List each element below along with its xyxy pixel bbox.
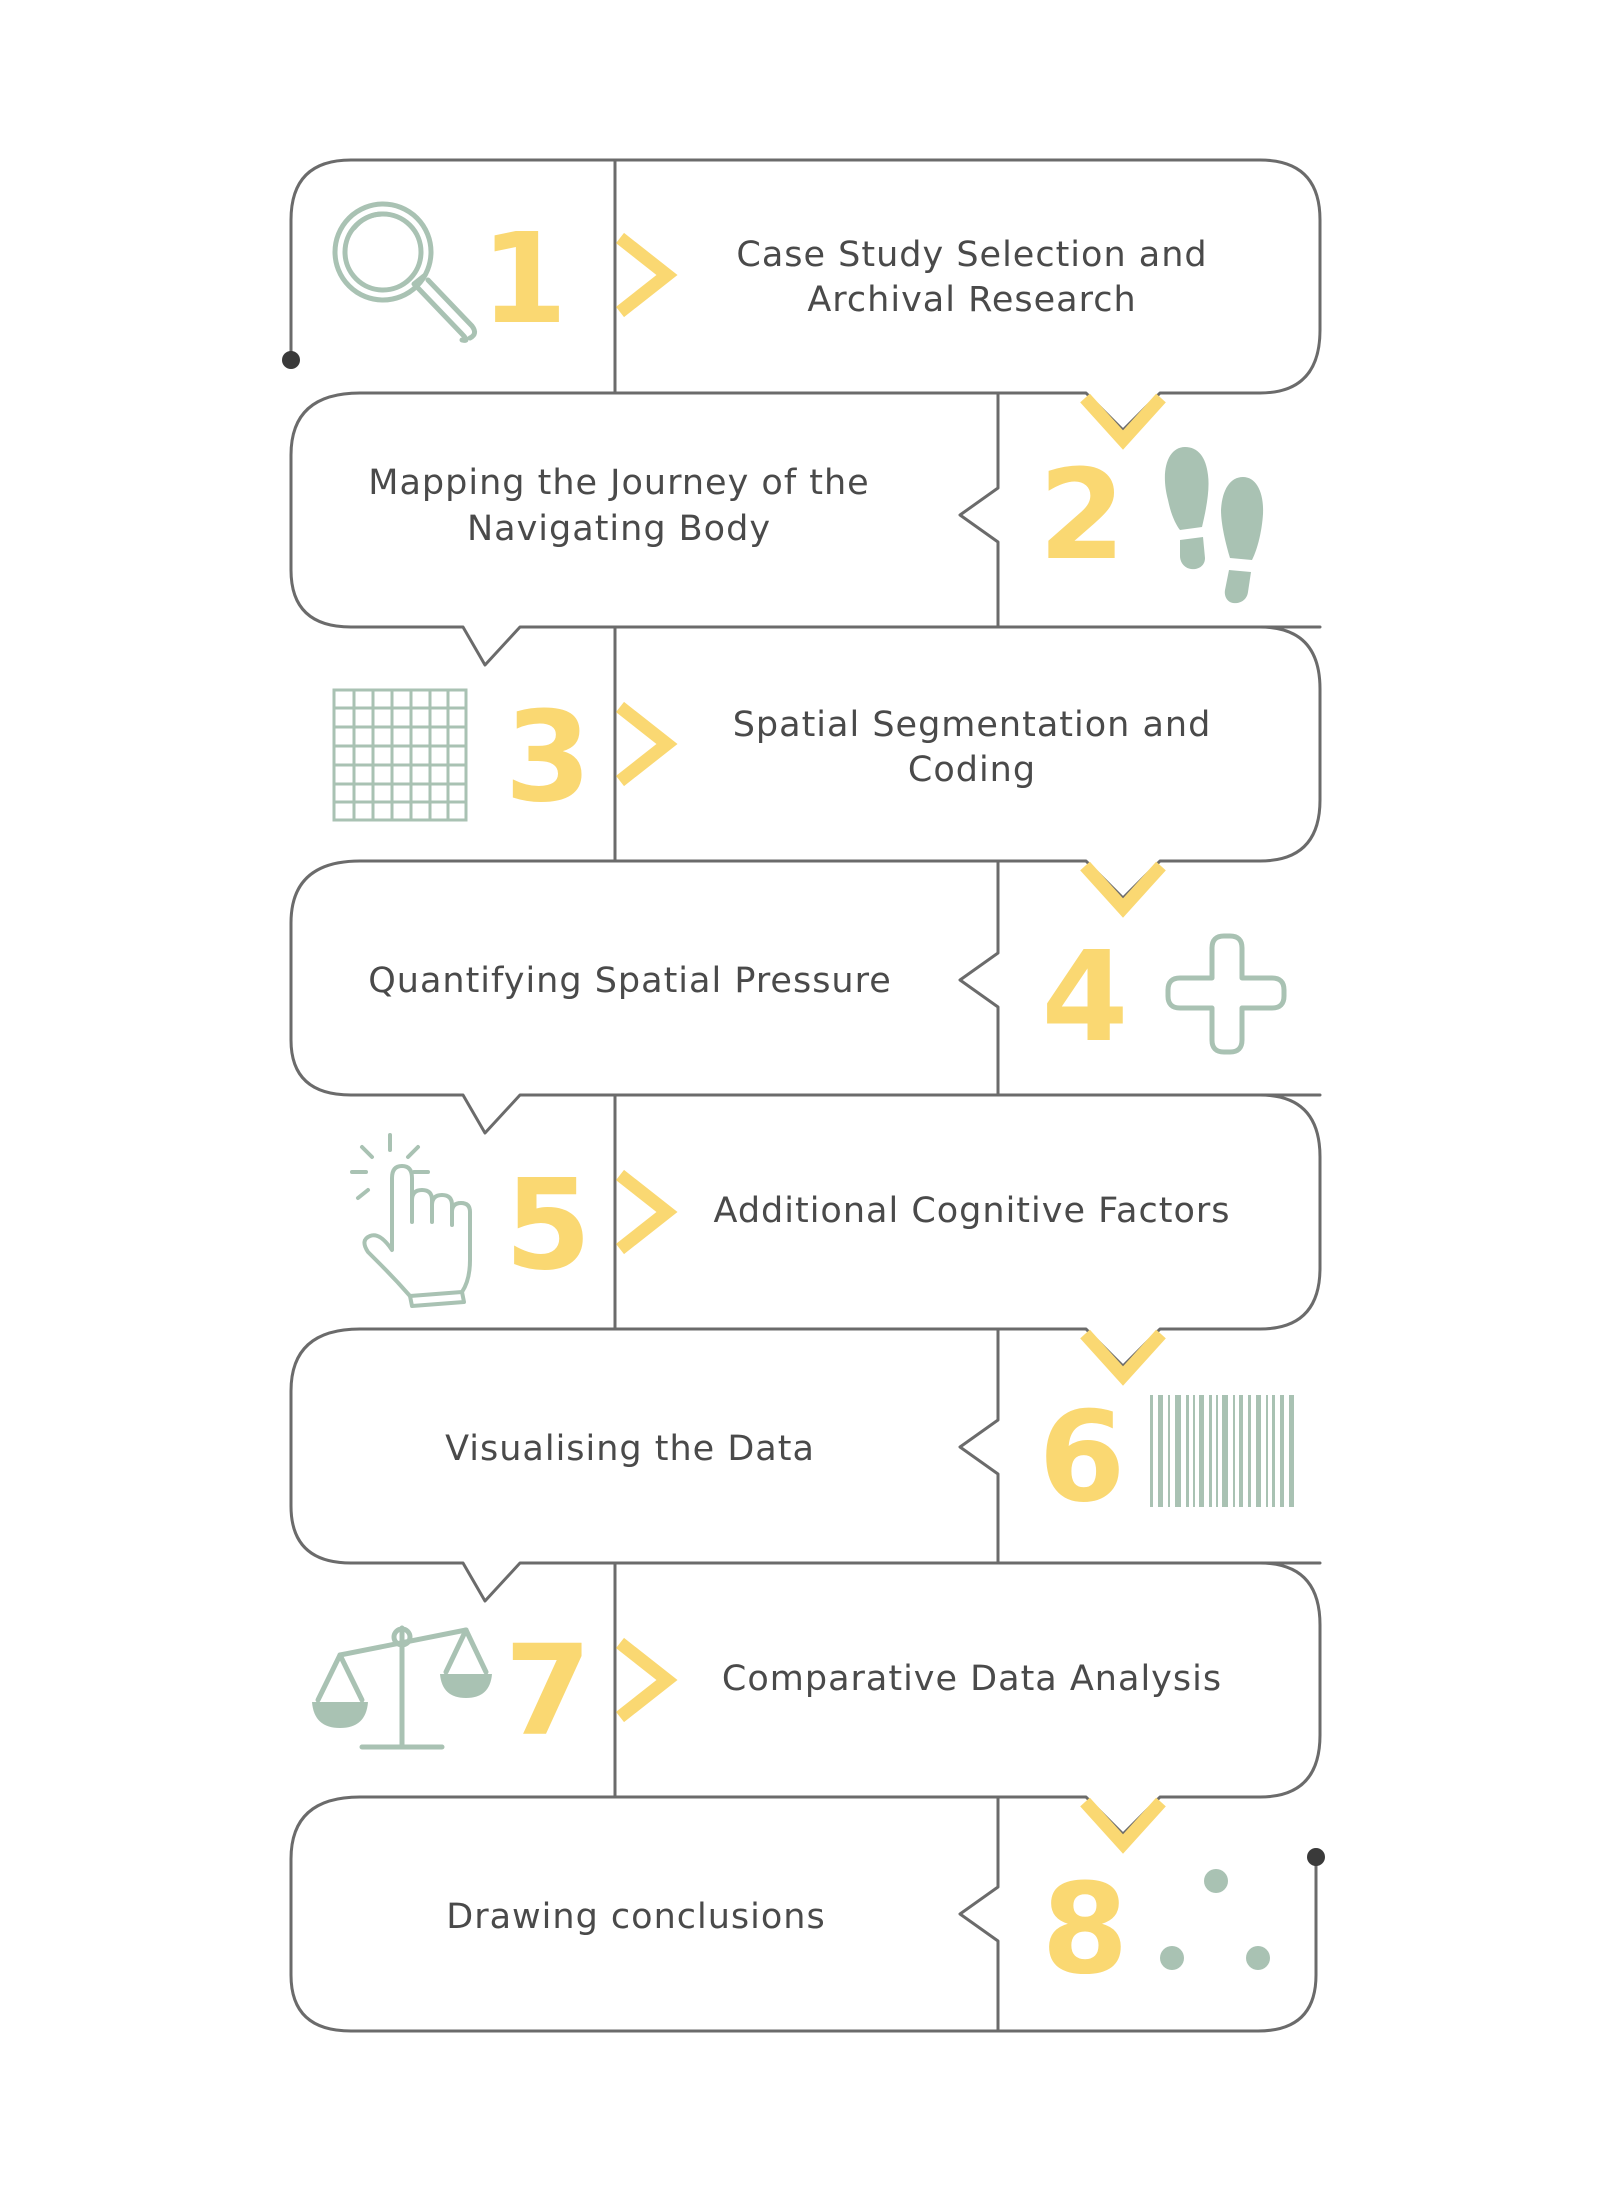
step-number-5: 5 (504, 1153, 592, 1298)
grid-icon (334, 690, 466, 820)
chevron-down-icon (1085, 866, 1161, 908)
step-label-7: Comparative Data Analysis (721, 1659, 1223, 1699)
step-label-2-line-2: Navigating Body (466, 509, 772, 549)
step-number-3: 3 (504, 685, 592, 830)
step-label-4: Quantifying Spatial Pressure (368, 961, 892, 1001)
step-label-5: Additional Cognitive Factors (713, 1191, 1231, 1231)
start-dot (282, 351, 300, 369)
magnifier-icon (335, 204, 475, 340)
step-label-1-line-1: Case Study Selection and (736, 235, 1208, 275)
step-label-6: Visualising the Data (445, 1429, 815, 1469)
chevron-right-icon (620, 238, 667, 312)
divider-6 (960, 1329, 998, 1563)
balance-scale-icon (312, 1628, 492, 1747)
divider-2 (960, 393, 998, 627)
three-dots-icon (1160, 1869, 1270, 1970)
step-label-1-line-2: Archival Research (807, 280, 1137, 320)
barcode-icon (1150, 1395, 1294, 1507)
chevron-right-icon (620, 1175, 667, 1249)
step-label-3-line-2: Coding (907, 750, 1037, 790)
chevron-right-icon (620, 707, 667, 781)
step-number-6: 6 (1038, 1385, 1126, 1530)
chevron-down-icon (1085, 398, 1161, 440)
step-number-8: 8 (1041, 1857, 1129, 2002)
footprints-icon (1165, 447, 1263, 603)
pointer-hand-icon (352, 1135, 470, 1306)
step-label-3-line-1: Spatial Segmentation and (732, 705, 1212, 745)
step-number-4: 4 (1041, 925, 1129, 1070)
chevron-right-icon (620, 1643, 667, 1717)
flow-outline (291, 160, 1320, 2031)
chevron-down-icon (1085, 1334, 1161, 1376)
step-label-8: Drawing conclusions (446, 1897, 826, 1937)
chevron-down-icon (1085, 1802, 1161, 1844)
step-number-7: 7 (504, 1619, 592, 1764)
step-label-2-line-1: Mapping the Journey of the (368, 463, 870, 503)
plus-icon (1168, 936, 1284, 1052)
divider-4 (960, 861, 998, 1095)
divider-8 (960, 1797, 998, 2031)
band-2-outline (291, 393, 1320, 665)
step-number-1: 1 (480, 207, 568, 352)
end-dot (1307, 1848, 1325, 1866)
step-number-2: 2 (1038, 443, 1126, 588)
